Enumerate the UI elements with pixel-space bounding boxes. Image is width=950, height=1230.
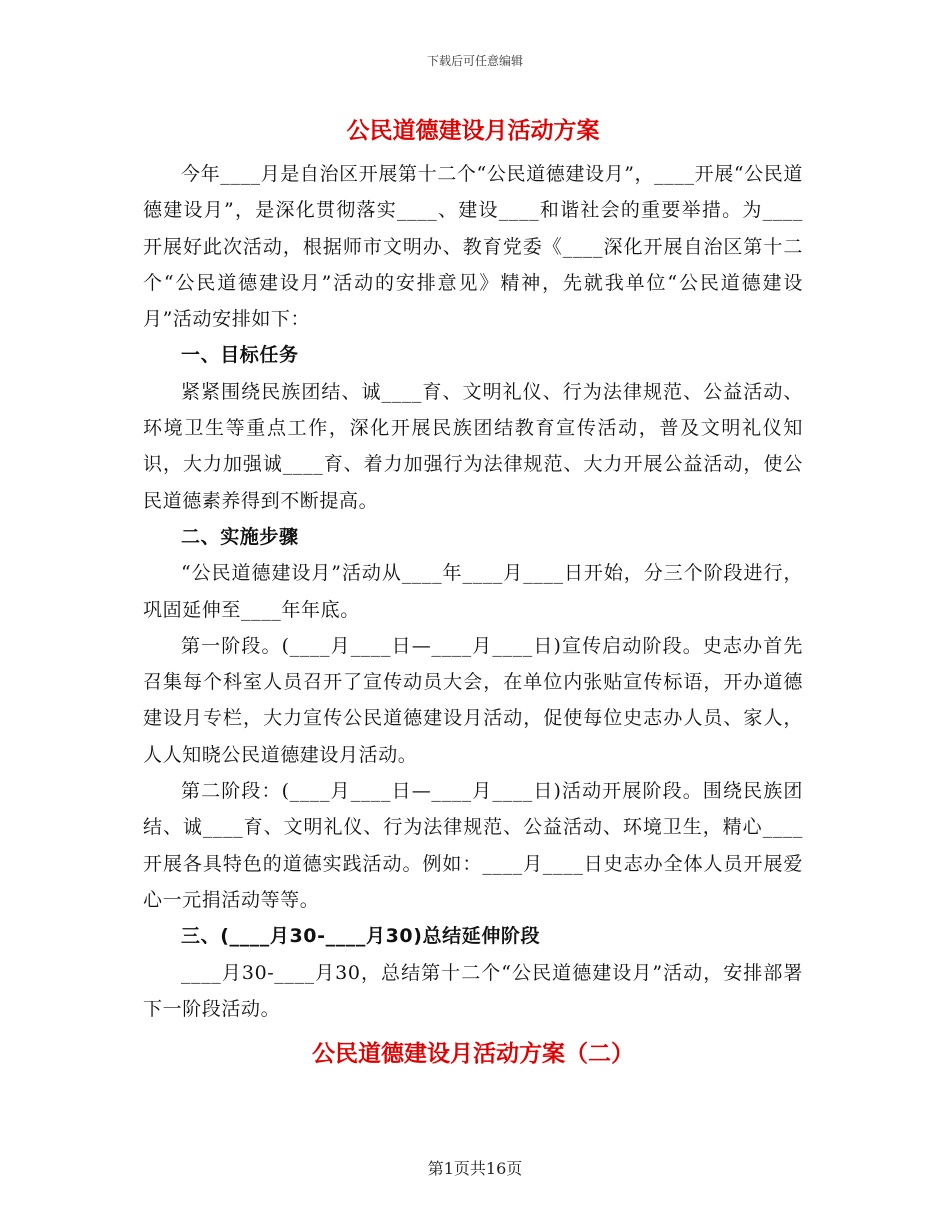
document-body <box>143 112 803 1079</box>
intro-paragraph: 今年____月是自治区开展第十二个“公民道德建设月”，____开展“公民道德建设月”，是深化贯彻落实____、建设____和谐社会的重要举措。为____开展好此次活动，根据师市文明办、教育党委《____深化开展自治区第十二个“公民道德建设月”活动的安排意见》精神，先就我单位“公民道德建设月”活动安排如下： <box>143 163 803 331</box>
section-heading-steps: 二、实施步骤 <box>181 525 299 548</box>
second-document-title: 公民道德建设月活动方案（二） <box>312 1041 634 1068</box>
document-title: 公民道德建设月活动方案 <box>346 118 600 144</box>
section-heading-summary: 三、(____月30-____月30)总结延伸阶段 <box>181 925 541 948</box>
stage-one-paragraph: 第一阶段。(____月____日—____月____日)宣传启动阶段。史志办首先召集每个科室人员召开了宣传动员大会，在单位内张贴宣传标语，开办道德建设月专栏，大力宣传公民道德建设月活动，促使每位史志办人员、家人，人人知晓公民道德建设月活动。 <box>143 634 803 766</box>
stage-two-paragraph: 第二阶段：(____月____日—____月____日)活动开展阶段。围绕民族团结、诚____育、文明礼仪、行为法律规范、公益活动、环境卫生，精心____开展各具特色的道德实践活动。例如：____月____日史志办全体人员开展爱心一元捐活动等等。 <box>143 780 803 911</box>
summary-paragraph: ____月30-____月30，总结第十二个“公民道德建设月”活动，安排部署下一阶段活动。 <box>143 961 803 1020</box>
goals-paragraph: 紧紧围绕民族团结、诚____育、文明礼仪、行为法律规范、公益活动、环境卫生等重点工作，深化开展民族团结教育宣传活动，普及文明礼仪知识，大力加强诚____育、着力加强行为法律规范、大力开展公益活动，使公民道德素养得到不断提高。 <box>143 380 803 512</box>
header-note: 下载后可任意编辑 <box>426 54 523 68</box>
page-footer: 第1页共16页 <box>427 1159 523 1178</box>
steps-paragraph: “公民道德建设月”活动从____年____月____日开始，分三个阶段进行，巩固延伸至____年年底。 <box>143 562 803 621</box>
section-heading-goals: 一、目标任务 <box>181 344 299 367</box>
